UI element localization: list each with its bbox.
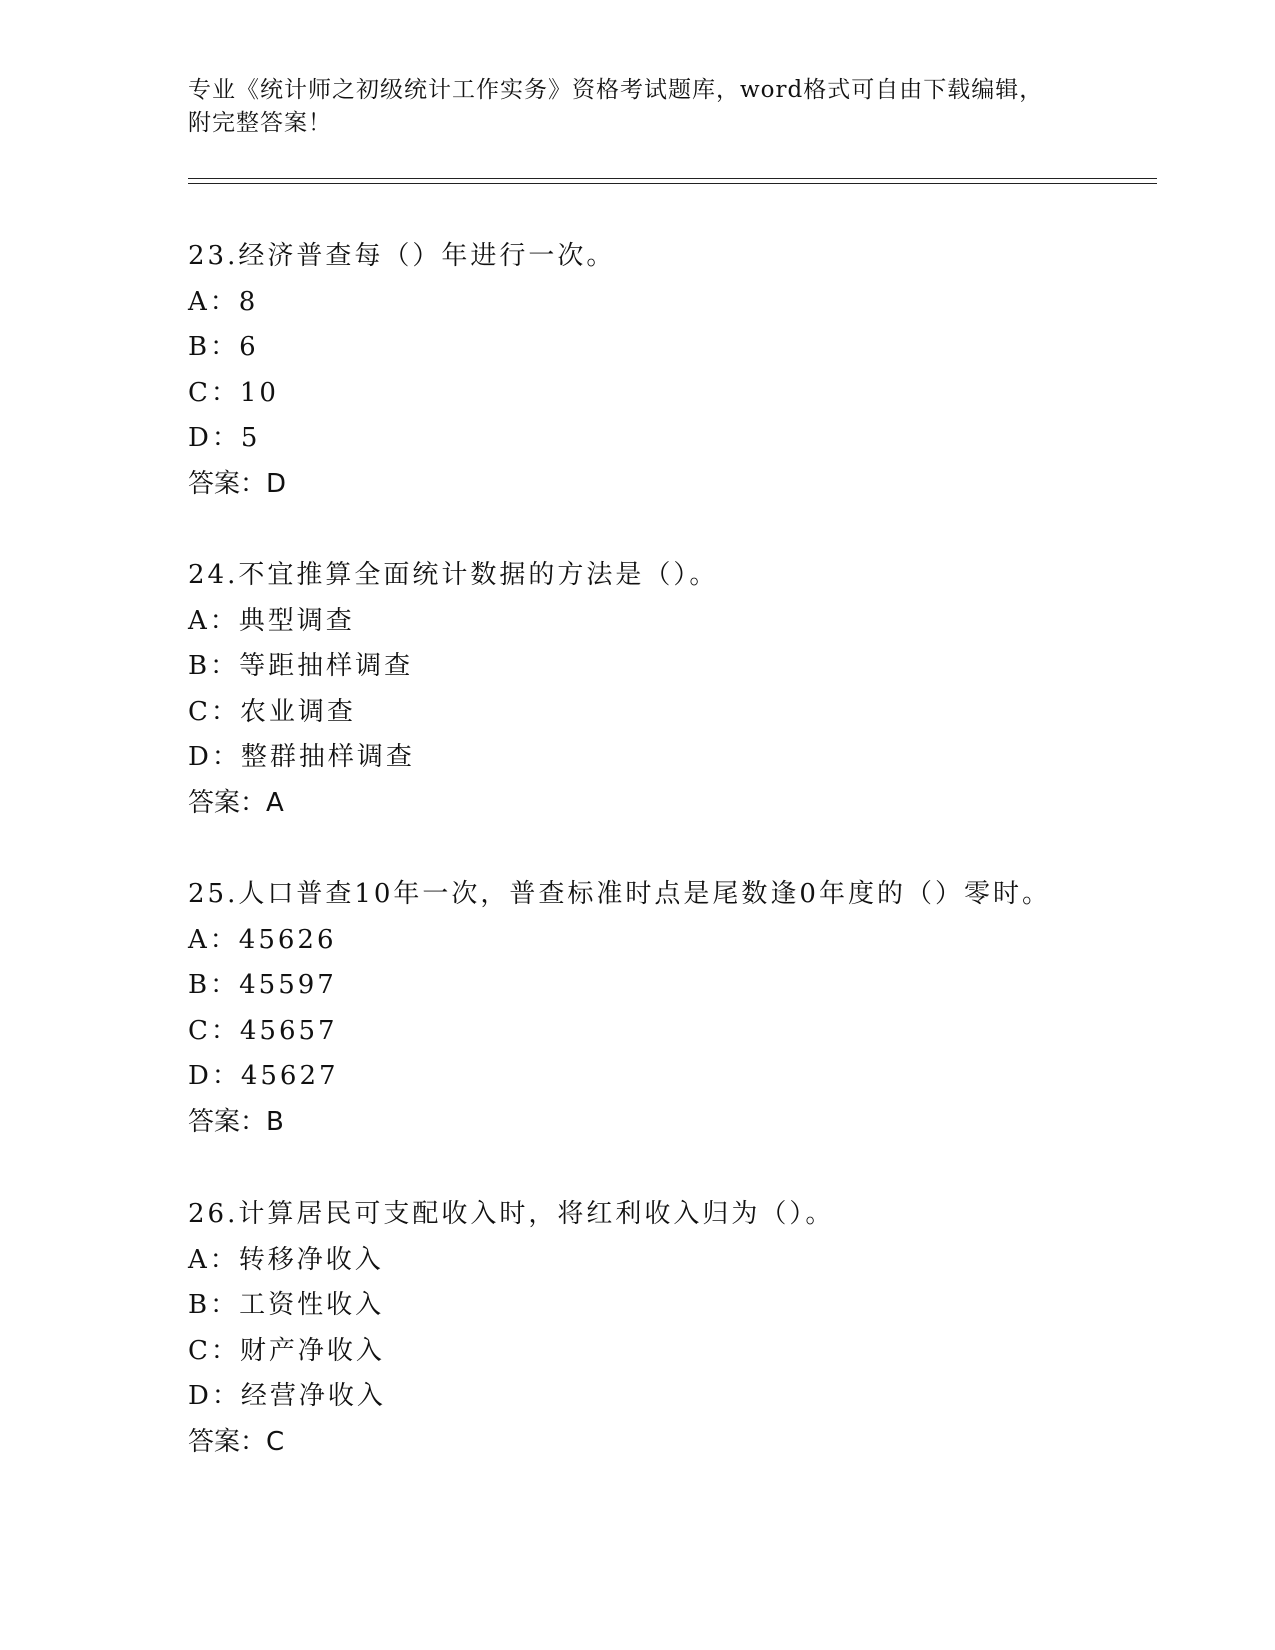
option-c: C：财产净收入 [188, 1335, 385, 1366]
header-divider-top [188, 178, 1157, 179]
question-24 [188, 553, 1148, 826]
option-b: B：45597 [188, 970, 337, 1000]
option-c: C：农业调查 [188, 696, 356, 727]
option-b: B：等距抽样调查 [188, 651, 414, 681]
answer-line: 答案：A [188, 787, 284, 818]
answer-line: 答案：D [188, 468, 287, 499]
option-a: A：转移净收入 [188, 1244, 384, 1275]
question-25 [188, 872, 1148, 1145]
question-26 [188, 1192, 1148, 1465]
option-c: C：10 [188, 377, 279, 408]
option-d: D：经营净收入 [188, 1381, 386, 1411]
header-line-2: 附完整答案！ [188, 110, 332, 136]
header-line-1: 专业《统计师之初级统计工作实务》资格考试题库，word格式可自由下载编辑， [188, 77, 1044, 103]
option-c: C：45657 [188, 1015, 338, 1046]
document-header [188, 74, 1088, 140]
option-d: D：45627 [188, 1061, 339, 1091]
header-divider-bottom [188, 183, 1157, 184]
option-a: A：45626 [188, 924, 337, 955]
question-stem: 26.计算居民可支配收入时，将红利收入归为（）。 [188, 1199, 835, 1229]
option-d: D：5 [188, 423, 261, 453]
question-stem: 25.人口普查10年一次，普查标准时点是尾数逢0年度的（）零时。 [188, 879, 1051, 909]
answer-line: 答案：C [188, 1426, 285, 1457]
option-d: D：整群抽样调查 [188, 742, 415, 772]
question-stem: 24.不宜推算全面统计数据的方法是（）。 [188, 560, 719, 590]
option-a: A：8 [188, 286, 259, 317]
option-a: A：典型调查 [188, 605, 355, 636]
question-23 [188, 234, 1148, 507]
option-b: B：6 [188, 332, 259, 362]
option-b: B：工资性收入 [188, 1290, 385, 1320]
answer-line: 答案：B [188, 1106, 284, 1137]
question-stem: 23.经济普查每（）年进行一次。 [188, 241, 616, 271]
